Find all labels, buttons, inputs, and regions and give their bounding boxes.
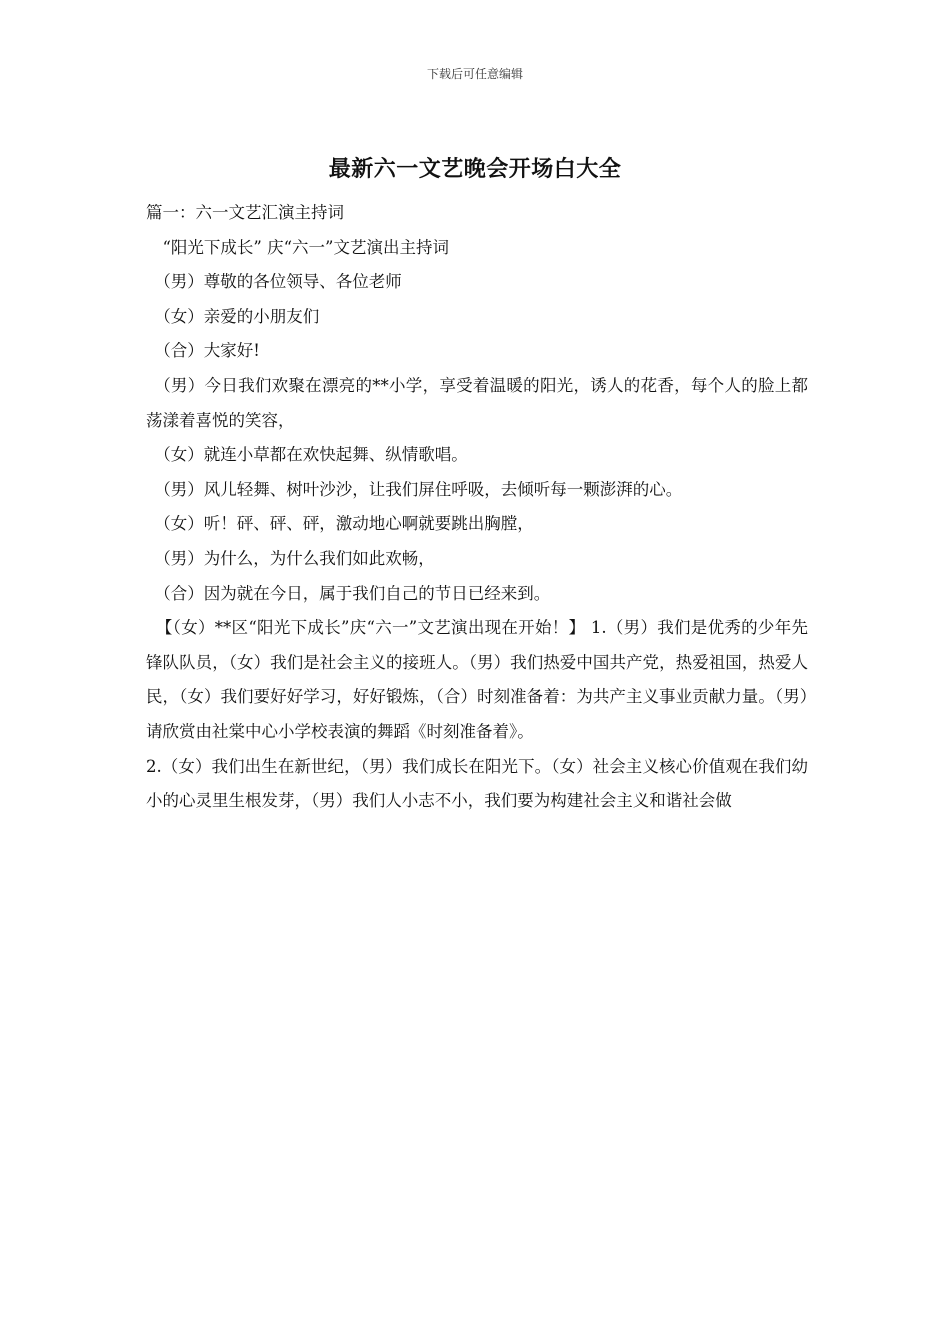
paragraph: （男）为什么，为什么我们如此欢畅， (154, 548, 435, 568)
paragraph: （男）今日我们欢聚在漂亮的**小学，享受着温暖的阳光，诱人的花香，每个人的脸上都荡漾着喜悦的笑容， (146, 375, 808, 430)
document-body (146, 196, 808, 819)
paragraph: （女）亲爱的小朋友们 (154, 306, 320, 326)
paragraph: （男）尊敬的各位领导、各位老师 (154, 272, 402, 292)
document-title: 最新六一文艺晚会开场白大全 (328, 156, 622, 182)
paragraph: 2.（女）我们出生在新世纪，（男）我们成长在阳光下。（女）社会主义核心价值观在我们幼小的心灵里生根发芽，（男）我们人小志不小，我们要为构建社会主义和谐社会做 (146, 756, 808, 811)
program-subtitle: “阳光下成长” 庆“六一”文艺演出主持词 (162, 237, 449, 257)
page-header: 下载后可任意编辑 (426, 67, 523, 81)
paragraph: （合）大家好! (154, 341, 260, 361)
paragraph: （女）听！砰、砰、砰，激动地心啊就要跳出胸膛， (154, 514, 534, 534)
section-heading: 篇一：六一文艺汇演主持词 (146, 203, 344, 222)
paragraph: （男）风儿轻舞、树叶沙沙，让我们屏住呼吸，去倾听每一颗澎湃的心。 (154, 479, 683, 499)
paragraph: 【（女）**区“阳光下成长”庆“六一”文艺演出现在开始！】 1.（男）我们是优秀的少年先锋队队员，（女）我们是社会主义的接班人。（男）我们热爱中国共产党，热爱祖国，热爱人民，（女）我们要好好学习，好好锻炼，（合）时刻准备着：为共产主义事业贡献力量。（男）请欣赏由社棠中心小学校表演的舞蹈《时刻准备着》。 (146, 618, 808, 741)
paragraph: （女）就连小草都在欢快起舞、纵情歌唱。 (154, 445, 468, 465)
paragraph: （合）因为就在今日，属于我们自己的节日已经来到。 (154, 583, 551, 603)
